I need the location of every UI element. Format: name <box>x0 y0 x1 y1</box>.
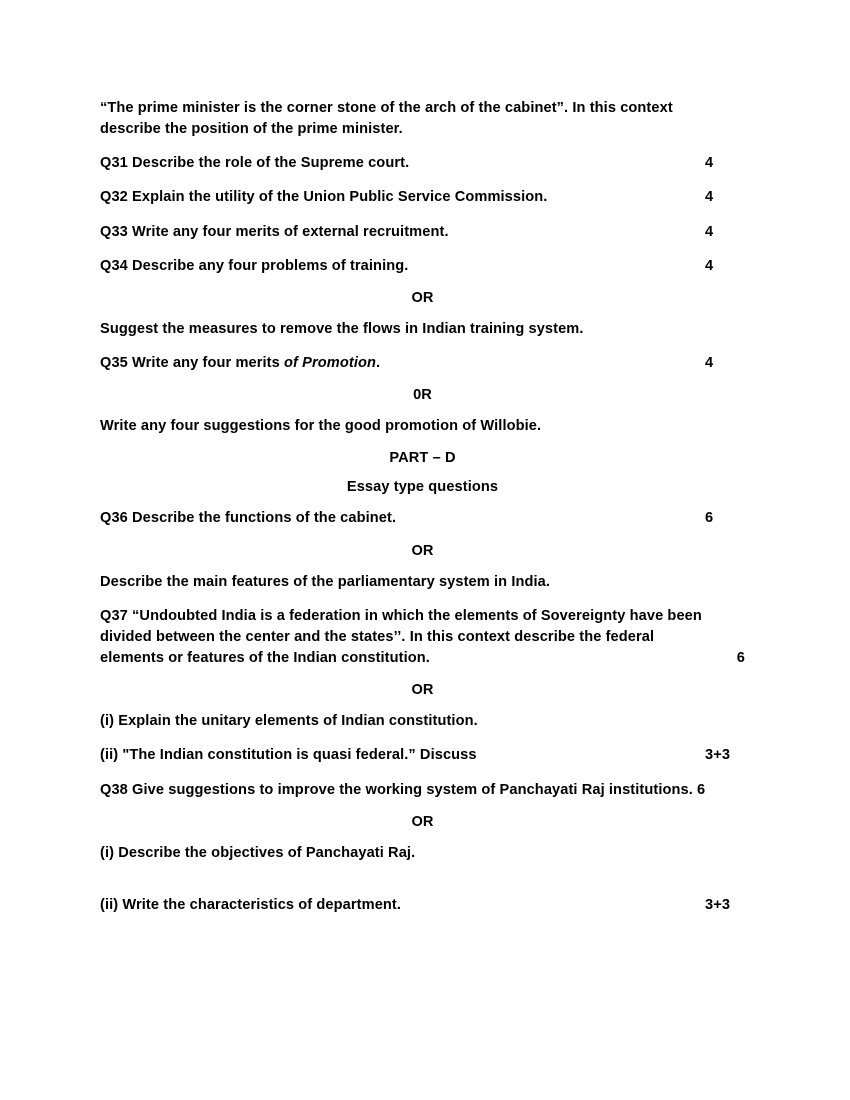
intro-line-2: describe the position of the prime minister. <box>100 121 403 138</box>
alternative-q37-part-i: (i) Explain the unitary elements of Indian constitution. <box>100 713 478 730</box>
alternative-q34: Suggest the measures to remove the flows in Indian training system. <box>100 320 584 337</box>
alternative-q36: Describe the main features of the parliamentary system in India. <box>100 573 551 590</box>
or-separator-2: 0R <box>413 387 432 404</box>
q35-prefix: Q35 Write any four meri <box>100 355 267 372</box>
alt-q38-ii-text: (ii) Write the characteristics of department. <box>100 896 402 913</box>
alt-q37-ii-marks: 3+3 <box>705 747 731 764</box>
q35-mid: ts <box>266 355 285 372</box>
or-separator-1: OR <box>411 289 434 306</box>
intro-line-1: “The prime minister is the corner stone of the arch of the cabinet”. In this context <box>100 100 673 116</box>
question-row-q34 <box>100 256 745 277</box>
question-paragraph-q37 <box>100 606 745 669</box>
q35-suffix: . <box>376 355 381 372</box>
spacer <box>100 877 745 895</box>
question-marks-q32: 4 <box>705 189 714 206</box>
question-row-q35 <box>100 353 745 374</box>
question-row-q33 <box>100 222 745 243</box>
question-text-q36: Q36 Describe the functions of the cabinet. <box>100 510 397 527</box>
or-separator-5: OR <box>411 813 434 830</box>
or-separator-4: OR <box>411 682 434 699</box>
intro-paragraph <box>100 98 745 140</box>
question-paragraph-q38: Q38 Give suggestions to improve the working system of Panchayati Raj institutions. 6 <box>100 781 706 798</box>
q37-line-1: Q37 “Undoubted India is a federation in which the elements of Sovereignty have been <box>100 607 702 624</box>
question-text-q32: Q32 Explain the utility of the Union Public Service Commission. <box>100 189 548 206</box>
alternative-q35: Write any four suggestions for the good promotion of Willobie. <box>100 418 542 435</box>
part-heading: PART – D <box>389 450 456 467</box>
question-marks-q36: 6 <box>705 510 714 527</box>
question-text-q35 <box>100 353 392 374</box>
document-body <box>100 98 745 929</box>
question-marks-q34: 4 <box>705 257 714 274</box>
question-marks-q37: 6 <box>736 650 745 667</box>
part-subheading: Essay type questions <box>346 479 499 496</box>
alternative-q38-part-ii <box>100 895 745 916</box>
alt-q37-ii-text: (ii) "The Indian constitution is quasi federal.” Discuss <box>100 747 477 764</box>
question-marks-q31: 4 <box>705 155 714 172</box>
question-text-q34: Q34 Describe any four problems of training. <box>100 257 409 274</box>
q37-line-3-text: elements or features of the Indian constitution. <box>100 650 430 667</box>
alternative-q37-part-ii <box>100 745 745 766</box>
question-marks-q35: 4 <box>705 355 714 372</box>
question-row-q36 <box>100 508 745 529</box>
or-separator-3: OR <box>411 542 434 559</box>
alternative-q38-part-i: (i) Describe the objectives of Panchayati Raj. <box>100 844 416 861</box>
q37-line-2: divided between the center and the states’’. In this context describe the federal <box>100 628 655 645</box>
question-text-q31: Q31 Describe the role of the Supreme court. <box>100 155 410 172</box>
q35-italic: of Promotion <box>284 355 377 372</box>
q37-line-3 <box>100 648 745 669</box>
question-text-q33: Q33 Write any four merits of external recruitment. <box>100 223 449 240</box>
alt-q38-ii-marks: 3+3 <box>705 896 731 913</box>
question-row-q31 <box>100 153 745 174</box>
question-row-q32 <box>100 187 745 208</box>
question-marks-q33: 4 <box>705 223 714 240</box>
